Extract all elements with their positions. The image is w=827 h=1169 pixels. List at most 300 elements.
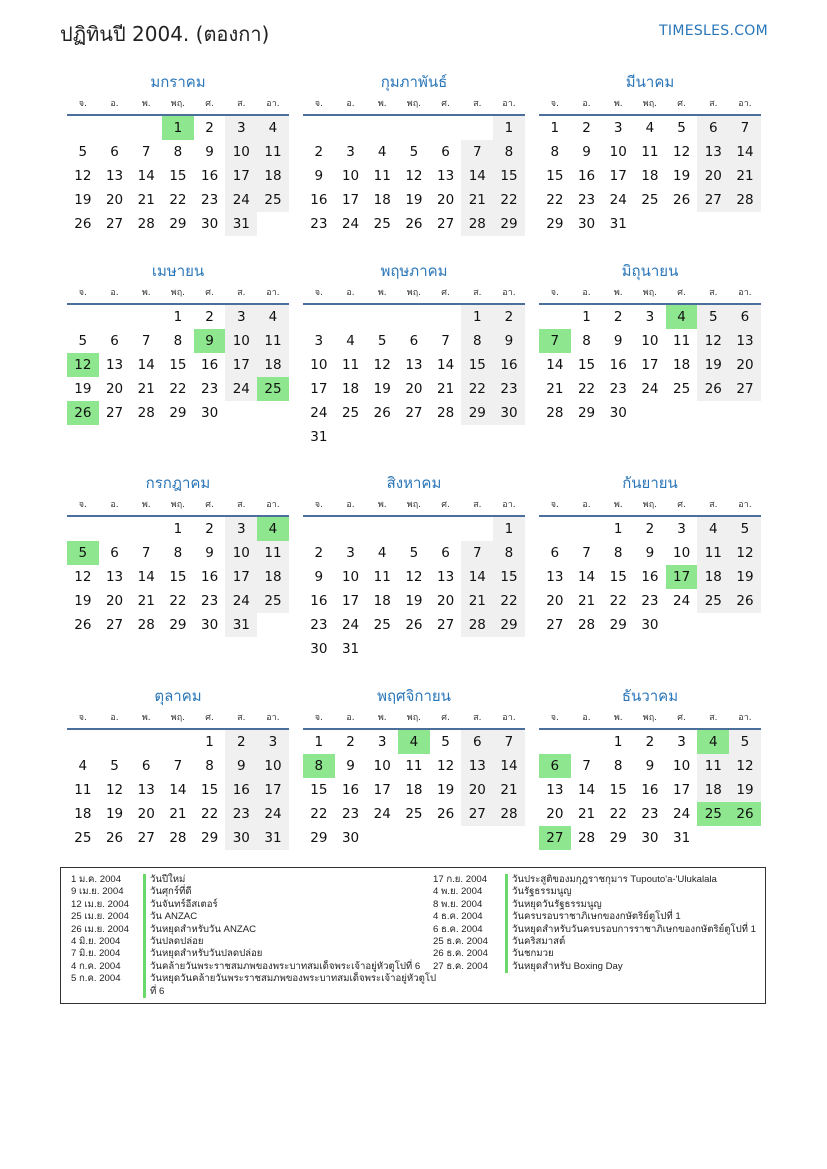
day-cell[interactable]: 3 [677,521,686,537]
day-cell[interactable]: 28 [577,617,596,633]
day-cell[interactable]: 13 [437,569,455,585]
day-cell[interactable]: 22 [609,593,627,609]
day-cell[interactable]: 1 [205,734,214,750]
day-cell[interactable]: 15 [493,164,525,188]
day-cell[interactable]: 27 [137,830,155,846]
day-cell[interactable]: 17 [673,782,691,798]
day-cell[interactable]: 21 [137,381,155,397]
day-cell[interactable]: 29 [461,401,493,425]
day-cell[interactable]: 3 [677,734,686,750]
day-cell[interactable]: 11 [641,144,659,160]
day-cell[interactable]: 2 [205,120,214,136]
day-cell[interactable]: 2 [645,734,655,750]
day-cell[interactable]: 11 [257,329,289,353]
day-cell[interactable]: 17 [257,778,289,802]
day-cell[interactable]: 22 [169,381,187,397]
day-cell[interactable]: 1 [314,734,324,750]
day-cell[interactable]: 13 [137,782,155,798]
day-cell[interactable]: 11 [405,758,423,774]
day-cell[interactable]: 30 [310,641,328,657]
day-cell[interactable]: 15 [493,565,525,589]
day-cell[interactable]: 6 [729,305,761,329]
day-cell[interactable]: 21 [437,381,455,397]
day-cell[interactable]: 14 [169,782,187,798]
day-cell[interactable]: 14 [577,782,596,798]
day-cell[interactable]: 26 [105,830,124,846]
day-cell[interactable]: 14 [493,754,525,778]
day-cell[interactable]: 3 [225,116,257,140]
day-cell[interactable]: 25 [373,216,391,232]
day-cell[interactable]: 8 [303,754,335,778]
day-cell[interactable]: 11 [373,168,391,184]
day-cell[interactable]: 6 [141,758,151,774]
day-cell[interactable]: 9 [205,545,214,561]
day-cell[interactable]: 25 [257,377,289,401]
day-cell[interactable]: 5 [78,144,88,160]
day-cell[interactable]: 9 [205,144,214,160]
day-cell[interactable]: 3 [346,144,355,160]
day-cell[interactable]: 12 [697,329,729,353]
day-cell[interactable]: 14 [461,164,493,188]
day-cell[interactable]: 14 [137,569,155,585]
day-cell[interactable]: 6 [461,730,493,754]
day-cell[interactable]: 4 [697,730,729,754]
day-cell[interactable]: 14 [546,357,564,373]
day-cell[interactable]: 6 [110,545,119,561]
day-cell[interactable]: 19 [74,381,92,397]
day-cell[interactable]: 14 [437,357,455,373]
day-cell[interactable]: 30 [225,826,257,850]
day-cell[interactable]: 7 [461,140,493,164]
day-cell[interactable]: 16 [641,782,659,798]
day-cell[interactable]: 7 [141,144,151,160]
day-cell[interactable]: 1 [613,521,623,537]
day-cell[interactable]: 2 [314,545,324,561]
day-cell[interactable]: 10 [225,140,257,164]
day-cell[interactable]: 10 [341,168,360,184]
day-cell[interactable]: 15 [546,168,564,184]
day-cell[interactable]: 19 [373,381,391,397]
day-cell[interactable]: 18 [641,168,659,184]
day-cell[interactable]: 29 [169,405,187,421]
day-cell[interactable]: 28 [729,188,761,212]
day-cell[interactable]: 23 [225,802,257,826]
day-cell[interactable]: 31 [673,830,691,846]
day-cell[interactable]: 3 [613,120,623,136]
day-cell[interactable]: 9 [194,329,226,353]
day-cell[interactable]: 20 [437,593,455,609]
day-cell[interactable]: 6 [697,116,729,140]
day-cell[interactable]: 4 [666,305,698,329]
day-cell[interactable]: 18 [697,778,729,802]
day-cell[interactable]: 20 [729,353,761,377]
day-cell[interactable]: 20 [546,806,564,822]
day-cell[interactable]: 30 [201,216,219,232]
day-cell[interactable]: 12 [74,569,92,585]
day-cell[interactable]: 21 [137,593,155,609]
day-cell[interactable]: 30 [577,216,596,232]
day-cell[interactable]: 28 [137,216,155,232]
day-cell[interactable]: 27 [729,377,761,401]
day-cell[interactable]: 23 [493,377,525,401]
day-cell[interactable]: 7 [141,545,151,561]
day-cell[interactable]: 15 [201,782,219,798]
day-cell[interactable]: 9 [582,144,591,160]
day-cell[interactable]: 28 [137,405,155,421]
day-cell[interactable]: 30 [201,405,219,421]
day-cell[interactable]: 24 [310,405,328,421]
day-cell[interactable]: 4 [377,545,387,561]
day-cell[interactable]: 22 [461,377,493,401]
day-cell[interactable]: 5 [67,541,99,565]
day-cell[interactable]: 21 [577,593,596,609]
day-cell[interactable]: 1 [613,734,623,750]
day-cell[interactable]: 8 [173,333,183,349]
day-cell[interactable]: 28 [546,405,564,421]
day-cell[interactable]: 12 [67,353,99,377]
day-cell[interactable]: 24 [225,377,257,401]
day-cell[interactable]: 4 [257,305,289,329]
day-cell[interactable]: 5 [697,305,729,329]
day-cell[interactable]: 9 [346,758,355,774]
day-cell[interactable]: 8 [173,144,183,160]
day-cell[interactable]: 4 [697,517,729,541]
day-cell[interactable]: 19 [74,192,92,208]
day-cell[interactable]: 26 [729,589,761,613]
day-cell[interactable]: 10 [310,357,328,373]
day-cell[interactable]: 19 [105,806,124,822]
day-cell[interactable]: 5 [409,144,419,160]
day-cell[interactable]: 1 [173,521,183,537]
day-cell[interactable]: 9 [314,569,324,585]
day-cell[interactable]: 6 [550,545,560,561]
day-cell[interactable]: 30 [609,405,627,421]
day-cell[interactable]: 5 [441,734,450,750]
day-cell[interactable]: 31 [257,826,289,850]
day-cell[interactable]: 15 [169,569,187,585]
day-cell[interactable]: 31 [609,216,627,232]
day-cell[interactable]: 5 [729,517,761,541]
day-cell[interactable]: 19 [729,778,761,802]
day-cell[interactable]: 2 [346,734,355,750]
day-cell[interactable]: 24 [341,617,360,633]
day-cell[interactable]: 5 [78,333,88,349]
day-cell[interactable]: 22 [169,192,187,208]
day-cell[interactable]: 15 [609,569,627,585]
day-cell[interactable]: 11 [257,541,289,565]
day-cell[interactable]: 26 [405,617,423,633]
day-cell[interactable]: 19 [405,192,423,208]
day-cell[interactable]: 21 [729,164,761,188]
day-cell[interactable]: 15 [310,782,328,798]
day-cell[interactable]: 10 [609,144,627,160]
day-cell[interactable]: 19 [74,593,92,609]
day-cell[interactable]: 23 [310,216,328,232]
day-cell[interactable]: 25 [641,192,659,208]
day-cell[interactable]: 9 [645,545,655,561]
day-cell[interactable]: 24 [341,216,360,232]
day-cell[interactable]: 24 [257,802,289,826]
day-cell[interactable]: 1 [162,116,194,140]
day-cell[interactable]: 19 [405,593,423,609]
day-cell[interactable]: 2 [645,521,655,537]
day-cell[interactable]: 18 [341,381,360,397]
day-cell[interactable]: 23 [641,806,659,822]
day-cell[interactable]: 23 [201,593,219,609]
day-cell[interactable]: 30 [641,830,659,846]
day-cell[interactable]: 13 [697,140,729,164]
day-cell[interactable]: 3 [225,517,257,541]
day-cell[interactable]: 18 [405,782,423,798]
day-cell[interactable]: 16 [641,569,659,585]
day-cell[interactable]: 15 [169,168,187,184]
day-cell[interactable]: 13 [546,782,564,798]
day-cell[interactable]: 29 [169,617,187,633]
day-cell[interactable]: 10 [673,758,691,774]
day-cell[interactable]: 6 [110,333,119,349]
day-cell[interactable]: 14 [729,140,761,164]
day-cell[interactable]: 17 [641,357,659,373]
day-cell[interactable]: 8 [613,758,623,774]
day-cell[interactable]: 8 [493,140,525,164]
day-cell[interactable]: 3 [225,305,257,329]
day-cell[interactable]: 15 [609,782,627,798]
day-cell[interactable]: 15 [169,357,187,373]
day-cell[interactable]: 21 [577,806,596,822]
day-cell[interactable]: 28 [493,802,525,826]
day-cell[interactable]: 4 [346,333,355,349]
day-cell[interactable]: 29 [493,212,525,236]
day-cell[interactable]: 28 [437,405,455,421]
day-cell[interactable]: 13 [437,168,455,184]
day-cell[interactable]: 2 [205,309,214,325]
day-cell[interactable]: 30 [201,617,219,633]
day-cell[interactable]: 21 [546,381,564,397]
day-cell[interactable]: 25 [373,617,391,633]
day-cell[interactable]: 21 [461,589,493,613]
day-cell[interactable]: 13 [729,329,761,353]
day-cell[interactable]: 8 [173,545,183,561]
day-cell[interactable]: 18 [257,164,289,188]
day-cell[interactable]: 16 [225,778,257,802]
day-cell[interactable]: 12 [373,357,391,373]
day-cell[interactable]: 18 [373,192,391,208]
day-cell[interactable]: 13 [105,569,124,585]
day-cell[interactable]: 28 [577,830,596,846]
day-cell[interactable]: 18 [74,806,92,822]
day-cell[interactable]: 23 [201,192,219,208]
day-cell[interactable]: 25 [673,381,691,397]
day-cell[interactable]: 26 [673,192,691,208]
day-cell[interactable]: 17 [225,353,257,377]
day-cell[interactable]: 3 [645,309,655,325]
day-cell[interactable]: 17 [310,381,328,397]
day-cell[interactable]: 12 [437,758,455,774]
day-cell[interactable]: 26 [729,802,761,826]
day-cell[interactable]: 21 [493,778,525,802]
day-cell[interactable]: 29 [609,830,627,846]
day-cell[interactable]: 3 [314,333,324,349]
day-cell[interactable]: 24 [609,192,627,208]
day-cell[interactable]: 6 [409,333,419,349]
day-cell[interactable]: 27 [105,617,124,633]
day-cell[interactable]: 29 [310,830,328,846]
day-cell[interactable]: 18 [373,593,391,609]
day-cell[interactable]: 18 [257,353,289,377]
day-cell[interactable]: 5 [377,333,387,349]
day-cell[interactable]: 23 [641,593,659,609]
day-cell[interactable]: 19 [729,565,761,589]
day-cell[interactable]: 2 [225,730,257,754]
day-cell[interactable]: 10 [673,545,691,561]
day-cell[interactable]: 27 [539,826,571,850]
day-cell[interactable]: 1 [493,116,525,140]
day-cell[interactable]: 30 [641,617,659,633]
day-cell[interactable]: 3 [346,545,355,561]
day-cell[interactable]: 25 [257,188,289,212]
day-cell[interactable]: 4 [377,144,387,160]
day-cell[interactable]: 30 [493,401,525,425]
day-cell[interactable]: 23 [201,381,219,397]
day-cell[interactable]: 10 [225,329,257,353]
day-cell[interactable]: 25 [697,802,729,826]
day-cell[interactable]: 21 [169,806,187,822]
day-cell[interactable]: 3 [377,734,387,750]
day-cell[interactable]: 6 [110,144,119,160]
day-cell[interactable]: 7 [493,730,525,754]
day-cell[interactable]: 8 [582,333,591,349]
day-cell[interactable]: 13 [105,357,124,373]
day-cell[interactable]: 17 [666,565,698,589]
day-cell[interactable]: 22 [577,381,596,397]
day-cell[interactable]: 13 [105,168,124,184]
day-cell[interactable]: 7 [582,545,591,561]
day-cell[interactable]: 15 [461,353,493,377]
day-cell[interactable]: 1 [493,517,525,541]
day-cell[interactable]: 27 [105,216,124,232]
day-cell[interactable]: 9 [314,168,324,184]
day-cell[interactable]: 1 [461,305,493,329]
day-cell[interactable]: 2 [582,120,591,136]
day-cell[interactable]: 21 [137,192,155,208]
day-cell[interactable]: 17 [341,593,360,609]
day-cell[interactable]: 15 [577,357,596,373]
day-cell[interactable]: 21 [461,188,493,212]
day-cell[interactable]: 16 [201,357,219,373]
day-cell[interactable]: 18 [673,357,691,373]
day-cell[interactable]: 24 [225,188,257,212]
day-cell[interactable]: 14 [461,565,493,589]
day-cell[interactable]: 6 [539,754,571,778]
day-cell[interactable]: 8 [205,758,214,774]
day-cell[interactable]: 22 [493,188,525,212]
day-cell[interactable]: 17 [341,192,360,208]
day-cell[interactable]: 2 [493,305,525,329]
day-cell[interactable]: 9 [613,333,623,349]
day-cell[interactable]: 26 [373,405,391,421]
day-cell[interactable]: 28 [137,617,155,633]
day-cell[interactable]: 8 [550,144,560,160]
day-cell[interactable]: 22 [609,806,627,822]
day-cell[interactable]: 25 [74,830,92,846]
day-cell[interactable]: 25 [405,806,423,822]
day-cell[interactable]: 29 [577,405,596,421]
day-cell[interactable]: 20 [105,593,124,609]
day-cell[interactable]: 19 [673,168,691,184]
day-cell[interactable]: 20 [105,192,124,208]
day-cell[interactable]: 10 [225,541,257,565]
day-cell[interactable]: 10 [373,758,391,774]
day-cell[interactable]: 22 [169,593,187,609]
day-cell[interactable]: 9 [493,329,525,353]
day-cell[interactable]: 29 [169,216,187,232]
day-cell[interactable]: 6 [441,545,450,561]
day-cell[interactable]: 7 [141,333,151,349]
day-cell[interactable]: 14 [577,569,596,585]
day-cell[interactable]: 2 [314,144,324,160]
day-cell[interactable]: 20 [405,381,423,397]
day-cell[interactable]: 16 [609,357,627,373]
day-cell[interactable]: 22 [493,589,525,613]
day-cell[interactable]: 19 [697,353,729,377]
day-cell[interactable]: 7 [729,116,761,140]
day-cell[interactable]: 14 [137,357,155,373]
day-cell[interactable]: 23 [609,381,627,397]
day-cell[interactable]: 17 [609,168,627,184]
day-cell[interactable]: 7 [539,329,571,353]
day-cell[interactable]: 8 [493,541,525,565]
day-cell[interactable]: 9 [225,754,257,778]
day-cell[interactable]: 17 [373,782,391,798]
day-cell[interactable]: 26 [437,806,455,822]
day-cell[interactable]: 31 [225,212,257,236]
day-cell[interactable]: 24 [673,593,691,609]
day-cell[interactable]: 12 [729,754,761,778]
day-cell[interactable]: 11 [697,541,729,565]
day-cell[interactable]: 8 [461,329,493,353]
day-cell[interactable]: 31 [310,429,328,445]
day-cell[interactable]: 26 [74,216,92,232]
day-cell[interactable]: 10 [257,754,289,778]
day-cell[interactable]: 26 [74,617,92,633]
day-cell[interactable]: 12 [673,144,691,160]
day-cell[interactable]: 24 [373,806,391,822]
day-cell[interactable]: 5 [729,730,761,754]
day-cell[interactable]: 4 [398,730,430,754]
day-cell[interactable]: 31 [225,613,257,637]
day-cell[interactable]: 12 [405,569,423,585]
day-cell[interactable]: 18 [257,565,289,589]
day-cell[interactable]: 14 [137,168,155,184]
day-cell[interactable]: 30 [341,830,360,846]
day-cell[interactable]: 3 [257,730,289,754]
day-cell[interactable]: 29 [609,617,627,633]
day-cell[interactable]: 4 [645,120,655,136]
day-cell[interactable]: 12 [405,168,423,184]
day-cell[interactable]: 2 [613,309,623,325]
day-cell[interactable]: 29 [493,613,525,637]
day-cell[interactable]: 9 [645,758,655,774]
day-cell[interactable]: 5 [409,545,419,561]
day-cell[interactable]: 16 [577,168,596,184]
day-cell[interactable]: 12 [105,782,124,798]
day-cell[interactable]: 27 [697,188,729,212]
day-cell[interactable]: 16 [310,593,328,609]
day-cell[interactable]: 11 [673,333,691,349]
day-cell[interactable]: 19 [437,782,455,798]
day-cell[interactable]: 27 [461,802,493,826]
day-cell[interactable]: 29 [546,216,564,232]
